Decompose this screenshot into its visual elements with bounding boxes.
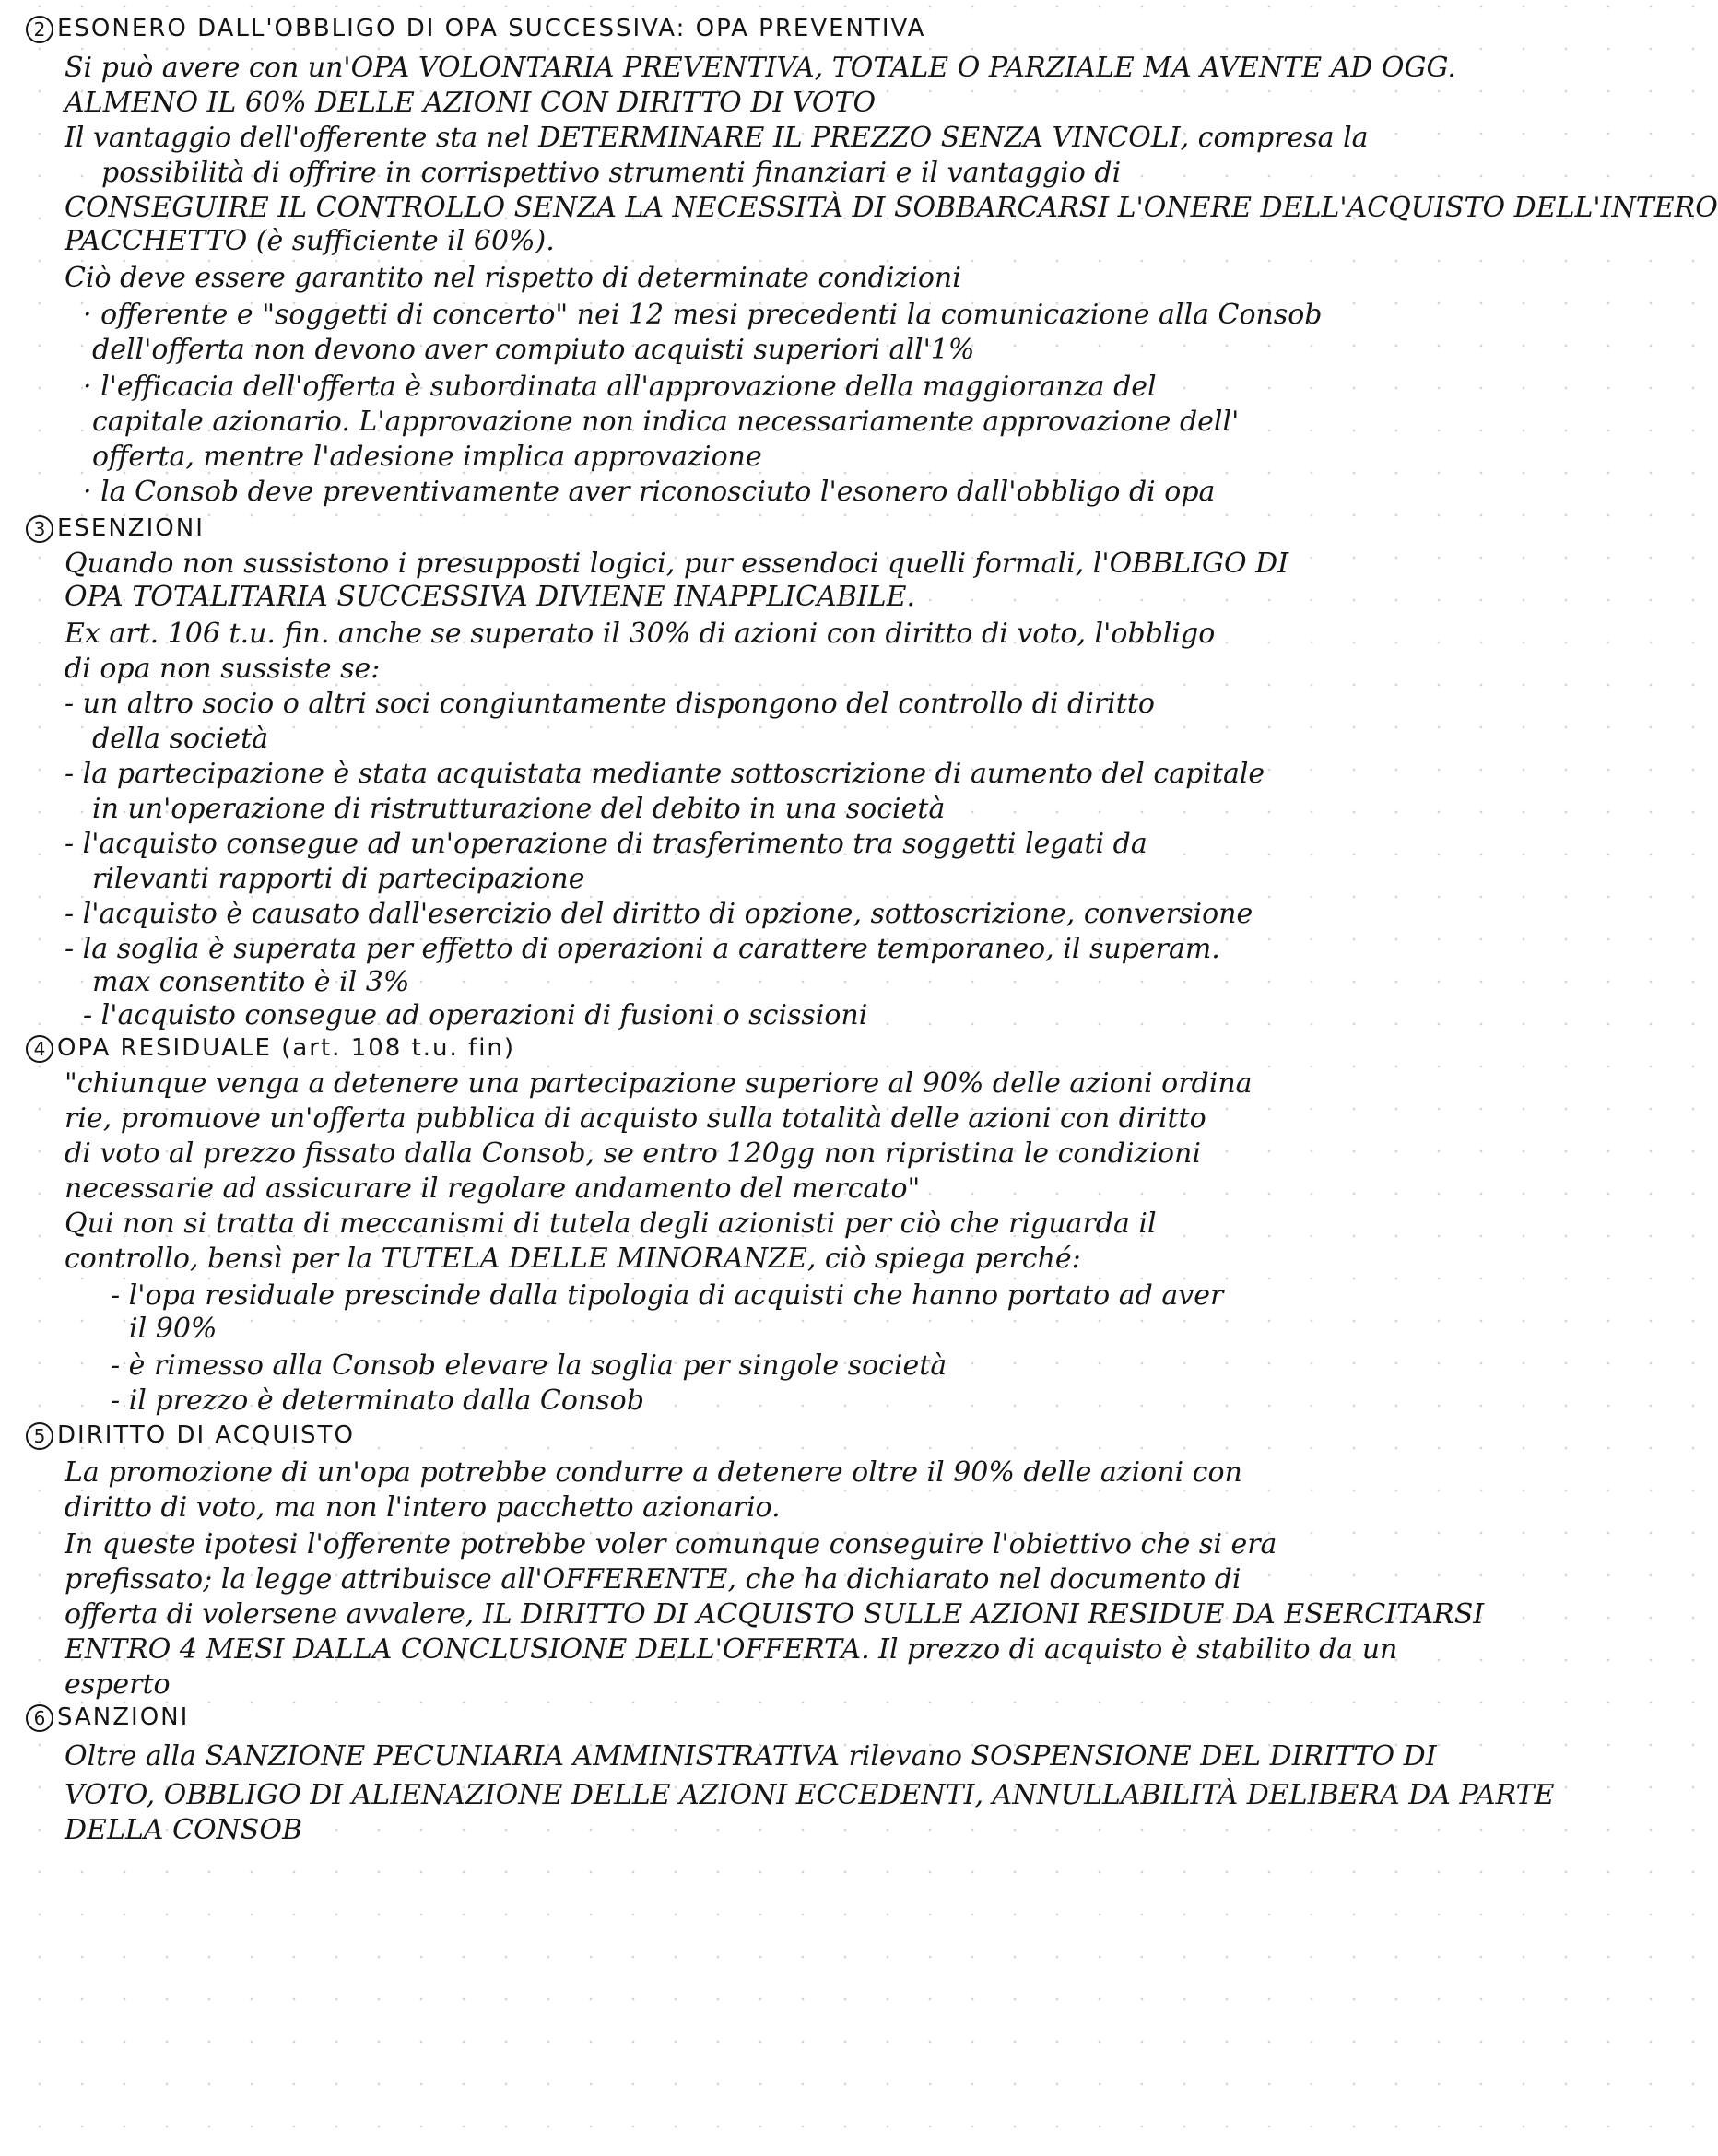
note-line: - l'acquisto consegue ad un'operazione di trasferimento tra soggetti legati da <box>65 828 1147 860</box>
section-3-heading: 3 ESENZIONI <box>26 512 1482 544</box>
note-line: Ex art. 106 t.u. fin. anche se superato il 30% di azioni con diritto di voto, l'obbligo <box>65 618 1216 650</box>
note-line: max consentito è il 3% <box>92 966 410 998</box>
note-line: prefissato; la legge attribuisce all'OFFERENTE, che ha dichiarato nel documento di <box>65 1563 1241 1596</box>
note-line: - un altro socio o altri soci congiuntamente dispongono del controllo di diritto <box>65 688 1155 720</box>
note-line: La promozione di un'opa potrebbe condurre a detenere oltre il 90% delle azioni con <box>65 1456 1242 1489</box>
note-line: CONSEGUIRE IL CONTROLLO SENZA LA NECESSITÀ DI SOBBARCARSI L'ONERE DELL'ACQUISTO DELL'INTERO <box>65 192 1718 224</box>
note-line: rie, promuove un'offerta pubblica di acquisto sulla totalità delle azioni con diritto <box>65 1102 1206 1135</box>
note-line: Il vantaggio dell'offerente sta nel DETERMINARE IL PREZZO SENZA VINCOLI, compresa la <box>65 122 1369 154</box>
section-6-number: 6 <box>26 1704 53 1732</box>
note-line: In queste ipotesi l'offerente potrebbe voler comunque conseguire l'obiettivo che si era <box>65 1528 1277 1561</box>
note-line: rilevanti rapporti di partecipazione <box>92 863 585 895</box>
note-line: · l'efficacia dell'offerta è subordinata all'approvazione della maggioranza del <box>83 371 1157 403</box>
note-line: - l'opa residuale prescinde dalla tipologia di acquisti che hanno portato ad aver <box>111 1279 1224 1312</box>
note-line: offerta, mentre l'adesione implica approvazione <box>92 441 762 473</box>
note-line: · la Consob deve preventivamente aver riconosciuto l'esonero dall'obbligo di opa <box>83 476 1216 508</box>
note-line: esperto <box>65 1668 171 1701</box>
note-line: possibilità di offrire in corrispettivo strumenti finanziari e il vantaggio di <box>101 157 1122 189</box>
section-5-number: 5 <box>26 1422 53 1450</box>
note-line: "chiunque venga a detenere una partecipazione superiore al 90% delle azioni ordina <box>65 1067 1253 1100</box>
note-line: dell'offerta non devono aver compiuto acquisti superiori all'1% <box>92 334 975 366</box>
note-line: - l'acquisto consegue ad operazioni di fusioni o scissioni <box>83 999 868 1031</box>
note-line: DELLA CONSOB <box>65 1814 302 1846</box>
note-line: il 90% <box>129 1313 218 1345</box>
section-6-heading: 6 SANZIONI <box>26 1702 1482 1733</box>
note-line: necessarie ad assicurare il regolare andamento del mercato" <box>65 1172 921 1205</box>
section-3-number: 3 <box>26 515 53 543</box>
note-line: ENTRO 4 MESI DALLA CONCLUSIONE DELL'OFFERTA. Il prezzo di acquisto è stabilito da un <box>65 1633 1398 1666</box>
note-line: · offerente e "soggetti di concerto" nei 12 mesi precedenti la comunicazione alla Consob <box>83 299 1323 331</box>
note-line: PACCHETTO (è sufficiente il 60%). <box>65 225 555 257</box>
note-line: della società <box>92 723 269 755</box>
section-2-heading: 2 ESONERO DALL'OBBLIGO DI OPA SUCCESSIVA: OPA PREVENTIVA <box>26 13 1482 44</box>
note-line: - la soglia è superata per effetto di operazioni a carattere temporaneo, il superam. <box>65 933 1220 965</box>
note-line: - la partecipazione è stata acquistata mediante sottoscrizione di aumento del capitale <box>65 758 1265 790</box>
note-line: OPA TOTALITARIA SUCCESSIVA DIVIENE INAPPLICABILE. <box>65 581 915 613</box>
note-line: - è rimesso alla Consob elevare la soglia per singole società <box>111 1349 947 1382</box>
note-line: di opa non sussiste se: <box>65 653 381 685</box>
section-2-number: 2 <box>26 16 53 43</box>
note-line: diritto di voto, ma non l'intero pacchetto azionario. <box>65 1491 781 1524</box>
note-line: capitale azionario. L'approvazione non indica necessariamente approvazione dell' <box>92 406 1240 438</box>
section-5-heading: 5 DIRITTO DI ACQUISTO <box>26 1420 1482 1451</box>
note-line: Oltre alla SANZIONE PECUNIARIA AMMINISTRATIVA rilevano SOSPENSIONE DEL DIRITTO DI <box>65 1740 1437 1773</box>
note-line: VOTO, OBBLIGO DI ALIENAZIONE DELLE AZIONI ECCEDENTI, ANNULLABILITÀ DELIBERA DA PARTE <box>65 1779 1555 1811</box>
note-line: Quando non sussistono i presupposti logici, pur essendoci quelli formali, l'OBBLIGO DI <box>65 548 1289 580</box>
note-line: di voto al prezzo fissato dalla Consob, se entro 120gg non ripristina le condizioni <box>65 1137 1201 1170</box>
note-line: offerta di volersene avvalere, IL DIRITTO DI ACQUISTO SULLE AZIONI RESIDUE DA ESERCITARSI <box>65 1598 1485 1631</box>
note-line: ALMENO IL 60% DELLE AZIONI CON DIRITTO DI VOTO <box>65 87 877 119</box>
section-4-number: 4 <box>26 1035 53 1063</box>
note-line: - il prezzo è determinato dalla Consob <box>111 1384 644 1417</box>
note-line: Qui non si tratta di meccanismi di tutela degli azionisti per ciò che riguarda il <box>65 1208 1157 1240</box>
note-line: controllo, bensì per la TUTELA DELLE MINORANZE, ciò spiega perché: <box>65 1243 1081 1275</box>
note-line: Ciò deve essere garantito nel rispetto di determinate condizioni <box>65 262 961 294</box>
note-line: Si può avere con un'OPA VOLONTARIA PREVENTIVA, TOTALE O PARZIALE MA AVENTE AD OGG. <box>65 52 1456 84</box>
note-line: - l'acquisto è causato dall'esercizio del diritto di opzione, sottoscrizione, conversione <box>65 898 1253 930</box>
note-line: in un'operazione di ristrutturazione del debito in una società <box>92 793 946 825</box>
section-4-heading: 4 OPA RESIDUALE (art. 108 t.u. fin) <box>26 1032 1482 1064</box>
